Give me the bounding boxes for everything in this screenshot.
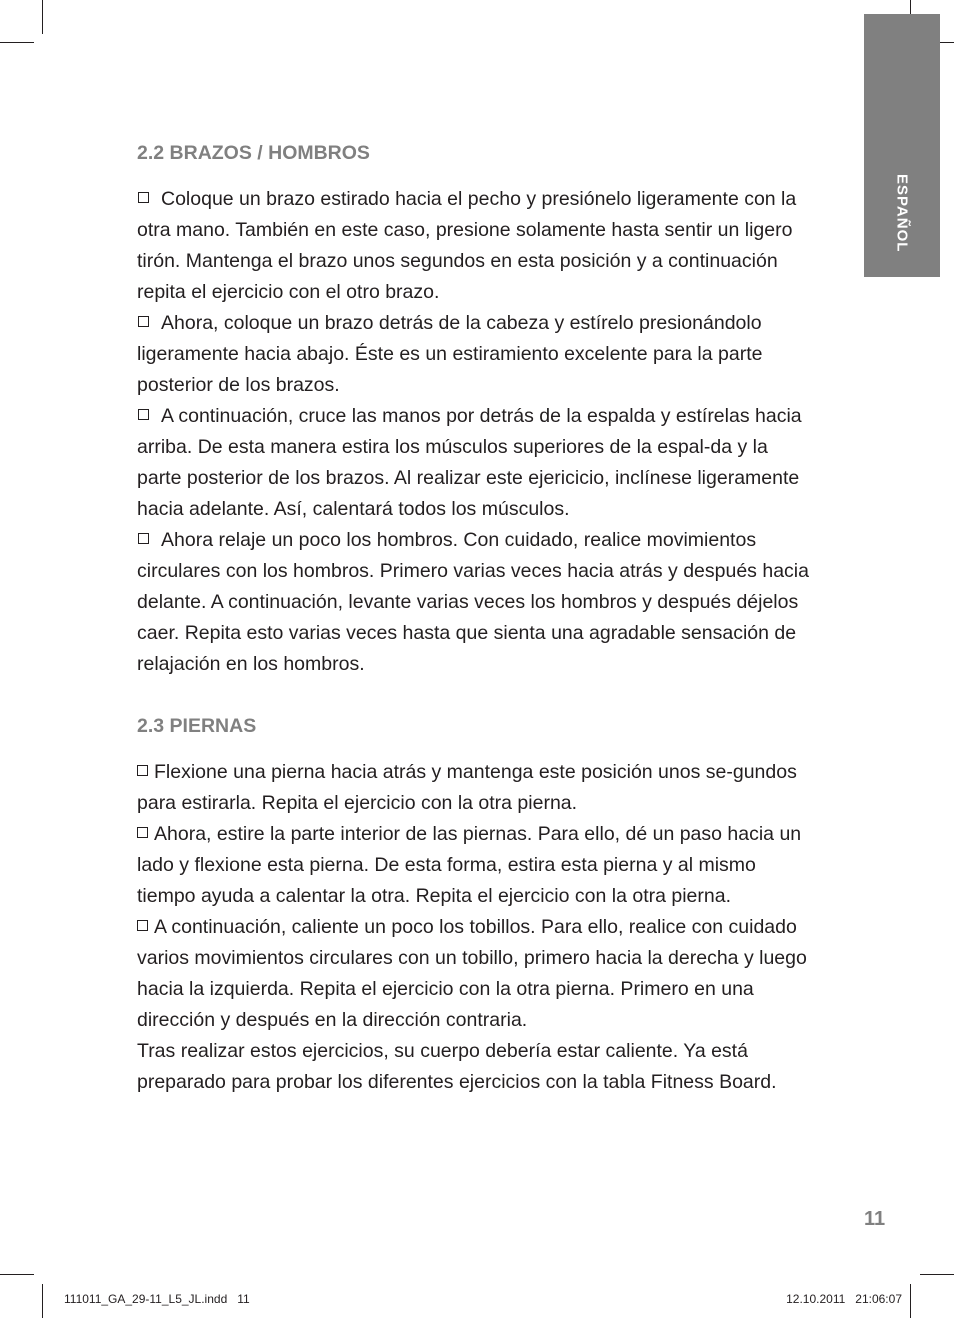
- paragraph-text: A continuación, cruce las manos por detrás de la espalda y estírelas hacia arriba. De esta manera estira los músculos superiores de la espal-da y la parte posterior de los brazos. Al realizar este ejericicio, inclínese ligeramente hacia adelante. Así, calentará todos los músculos.: [137, 405, 802, 520]
- paragraph-text: A continuación, caliente un poco los tobillos. Para ello, realice con cuidado varios movimientos circulares con un tobillo, primero hacia la derecha y luego hacia la izquierda. Repita el ejercicio con la otra pierna. Primero en una dirección y después en la dirección contraria.: [137, 916, 807, 1031]
- paragraph: [137, 525, 817, 680]
- document-body: [137, 138, 817, 1098]
- paragraph-text: Ahora, estire la parte interior de las piernas. Para ello, dé un paso hacia un lado y flexione esta pierna. De esta forma, estira esta pierna y al mismo tiempo ayuda a calentar la otra. Repita el ejercicio con la otra pierna.: [137, 823, 802, 907]
- footer-file-info: 111011_GA_29-11_L5_JL.indd 11: [64, 1292, 250, 1306]
- paragraph-text: Ahora relaje un poco los hombros. Con cuidado, realice movimientos circulares con los hombros. Primero varias veces hacia atrás y después hacia delante. A continuación, levante varias veces los hombros y después déjelos caer. Repita esto varias veces hasta que sienta una agradable sensación de relajación en los hombros.: [137, 529, 809, 675]
- checkbox-bullet-icon: [137, 765, 148, 776]
- crop-mark: [0, 42, 34, 43]
- paragraph-text: Flexione una pierna hacia atrás y mantenga este posición unos se-gundos para estirarla. Repita el ejercicio con la otra pierna.: [137, 761, 797, 814]
- page-number: 11: [864, 1208, 886, 1230]
- checkbox-bullet-icon: [138, 316, 149, 327]
- section-heading-brazos: 2.2 BRAZOS / HOMBROS: [137, 142, 370, 164]
- checkbox-bullet-icon: [138, 192, 149, 203]
- language-tab-label-wrap: [864, 14, 940, 277]
- paragraph-text: Coloque un brazo estirado hacia el pecho y presiónelo ligeramente con la otra mano. También en este caso, presione solamente hasta sentir un ligero tirón. Mantenga el brazo unos segundos en esta posición y a continuación repita el ejercicio con el otro brazo.: [137, 188, 797, 303]
- paragraph-text: Ahora, coloque un brazo detrás de la cabeza y estírelo presionándolo ligeramente hacia abajo. Éste es un estiramiento excelente para la parte posterior de los brazos.: [137, 312, 763, 396]
- crop-mark: [42, 0, 43, 34]
- language-tab-label: ESPAÑOL: [893, 174, 911, 253]
- checkbox-bullet-icon: [137, 920, 148, 931]
- paragraph: [137, 757, 817, 819]
- checkbox-bullet-icon: [138, 533, 149, 544]
- paragraph: [137, 401, 817, 525]
- paragraph: [137, 912, 817, 1036]
- closing-paragraph: Tras realizar estos ejercicios, su cuerpo debería estar caliente. Ya está preparado para probar los diferentes ejercicios con la tabla Fitness Board.: [137, 1040, 777, 1093]
- crop-mark: [910, 1284, 911, 1318]
- section-heading-piernas: 2.3 PIERNAS: [137, 715, 257, 737]
- crop-mark: [0, 1274, 34, 1275]
- language-tab: [864, 14, 940, 277]
- footer-timestamp: 12.10.2011 21:06:07: [786, 1292, 902, 1306]
- crop-mark: [920, 1274, 954, 1275]
- crop-mark: [42, 1284, 43, 1318]
- paragraph: [137, 819, 817, 912]
- checkbox-bullet-icon: [138, 409, 149, 420]
- paragraph: [137, 308, 817, 401]
- checkbox-bullet-icon: [137, 827, 148, 838]
- paragraph: [137, 184, 817, 308]
